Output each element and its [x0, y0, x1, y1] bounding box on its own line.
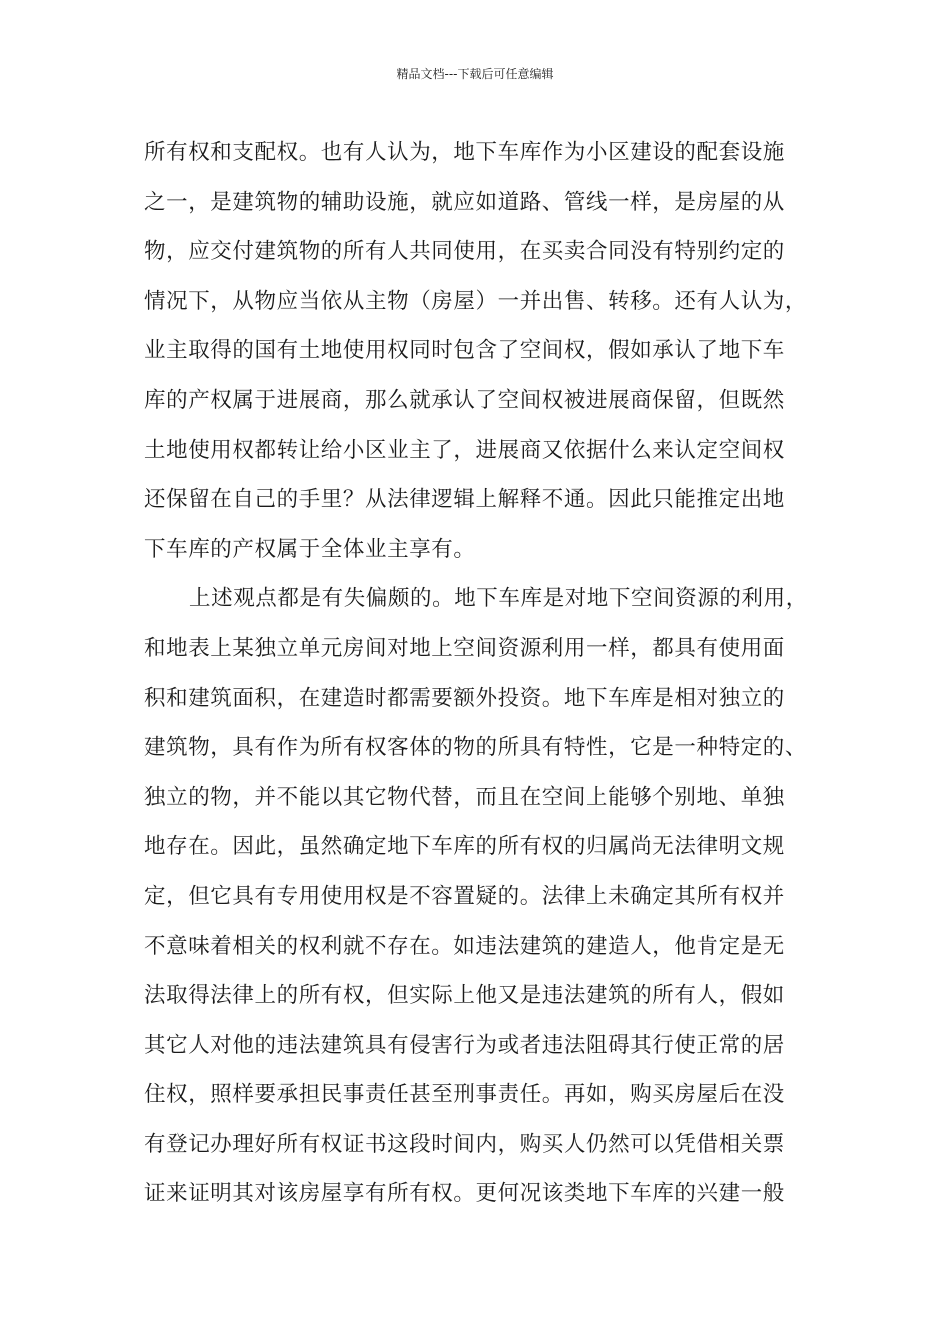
text-line: 土地使用权都转让给小区业主了，进展商又依据什么来认定空间权 — [144, 437, 785, 463]
text-line: 定，但它具有专用使用权是不容置疑的。法律上未确定其所有权并 — [144, 883, 785, 909]
text-line: 和地表上某独立单元房间对地上空间资源利用一样，都具有使用面 — [144, 635, 785, 661]
text-line: 还保留在自己的手里？从法律逻辑上解释不通。因此只能推定出地 — [144, 487, 785, 513]
text-line: 积和建筑面积，在建造时都需要额外投资。地下车库是相对独立的 — [144, 685, 785, 711]
text-line: 所有权和支配权。也有人认为，地下车库作为小区建设的配套设施 — [144, 140, 785, 165]
text-line: 情况下，从物应当依从主物（房屋）一并出售、转移。还有人认为， — [144, 288, 808, 314]
text-line: 有登记办理好所有权证书这段时间内，购买人仍然可以凭借相关票 — [144, 1131, 785, 1157]
text-line: 库的产权属于进展商，那么就承认了空间权被进展商保留，但既然 — [144, 387, 785, 413]
text-line: 物，应交付建筑物的所有人共同使用，在买卖合同没有特别约定的 — [144, 239, 785, 265]
text-line: 地存在。因此，虽然确定地下车库的所有权的归属尚无法律明文规 — [144, 834, 785, 860]
text-line: 独立的物，并不能以其它物代替，而且在空间上能够个别地、单独 — [144, 784, 785, 810]
text-line: 之一，是建筑物的辅助设施，就应如道路、管线一样，是房屋的从 — [144, 189, 785, 215]
text-line: 建筑物，具有作为所有权客体的物的所具有特性，它是一种特定的、 — [144, 735, 808, 761]
document-body — [144, 128, 820, 1219]
page-header: 精品文档---下载后可任意编辑 — [396, 67, 554, 81]
text-line: 证来证明其对该房屋享有所有权。更何况该类地下车库的兴建一般 — [144, 1181, 785, 1207]
text-line: 法取得法律上的所有权，但实际上他又是违法建筑的所有人，假如 — [144, 983, 785, 1009]
text-line: 业主取得的国有土地使用权同时包含了空间权，假如承认了地下车 — [144, 338, 785, 364]
text-line: 不意味着相关的权利就不存在。如违法建筑的建造人，他肯定是无 — [144, 933, 785, 959]
text-line: 住权，照样要承担民事责任甚至刑事责任。再如，购买房屋后在没 — [144, 1082, 785, 1108]
text-line: 其它人对他的违法建筑具有侵害行为或者违法阻碍其行使正常的居 — [144, 1032, 785, 1058]
paragraph-start-line: 上述观点都是有失偏颇的。地下车库是对地下空间资源的利用， — [189, 586, 808, 612]
text-line: 下车库的产权属于全体业主享有。 — [144, 536, 476, 562]
